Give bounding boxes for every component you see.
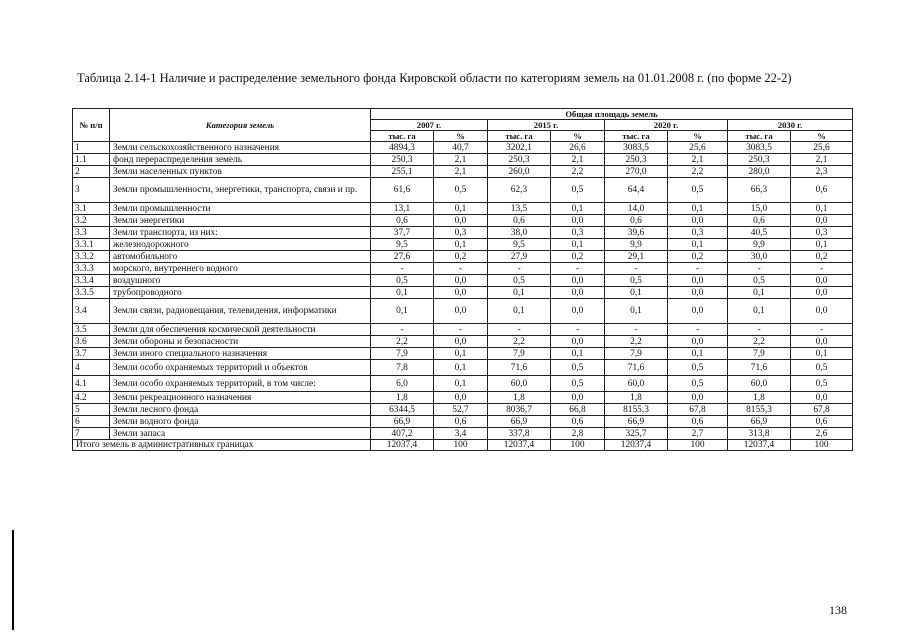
- table-cell: 0,5: [668, 178, 728, 203]
- table-cell: 2,6: [791, 428, 853, 440]
- table-cell: 0,1: [728, 287, 791, 299]
- table-cell: 2,1: [434, 154, 488, 166]
- row-code: 3.3: [73, 227, 110, 239]
- row-category: Земли рекреационного назначения: [110, 392, 371, 404]
- table-row: [73, 360, 853, 376]
- header-unit-pct: %: [551, 131, 605, 142]
- table-cell: 12037,4: [605, 440, 668, 451]
- table-cell: 52,7: [434, 404, 488, 416]
- table-cell: 2,2: [371, 336, 434, 348]
- table-cell: 0,6: [668, 416, 728, 428]
- table-cell: 0,2: [791, 251, 853, 263]
- table-cell: 0,0: [668, 299, 728, 324]
- table-cell: 250,3: [605, 154, 668, 166]
- table-cell: 2,2: [551, 166, 605, 178]
- table-cell: 0,5: [371, 275, 434, 287]
- header-unit-pct: %: [434, 131, 488, 142]
- margin-mark: [12, 530, 14, 630]
- table-cell: 0,5: [728, 275, 791, 287]
- row-category: Земли населенных пунктов: [110, 166, 371, 178]
- row-code: 3.4: [73, 299, 110, 324]
- table-cell: 280,0: [728, 166, 791, 178]
- table-cell: 2,3: [791, 166, 853, 178]
- table-cell: 0,1: [551, 348, 605, 360]
- row-code: 3.3.3: [73, 263, 110, 275]
- table-cell: 0,0: [551, 287, 605, 299]
- row-category: Земли запаса: [110, 428, 371, 440]
- table-cell: 71,6: [605, 360, 668, 376]
- table-cell: 66,9: [728, 416, 791, 428]
- table-row: [73, 287, 853, 299]
- table-cell: 100: [434, 440, 488, 451]
- table-cell: 12037,4: [371, 440, 434, 451]
- table-cell: 27,9: [488, 251, 551, 263]
- table-cell: 0,0: [791, 392, 853, 404]
- table-cell: 0,0: [434, 336, 488, 348]
- table-cell: 66,3: [728, 178, 791, 203]
- table-cell: 0,3: [551, 227, 605, 239]
- table-cell: 13,1: [371, 203, 434, 215]
- table-cell: 0,0: [551, 336, 605, 348]
- row-category: железнодорожного: [110, 239, 371, 251]
- row-code: 1.1: [73, 154, 110, 166]
- table-cell: -: [668, 324, 728, 336]
- table-cell: 37,7: [371, 227, 434, 239]
- table-row: [73, 263, 853, 275]
- table-row: [73, 203, 853, 215]
- table-cell: -: [668, 263, 728, 275]
- table-cell: 0,0: [668, 287, 728, 299]
- table-cell: 3,4: [434, 428, 488, 440]
- table-caption: Таблица 2.14-1 Наличие и распределение земельного фонда Кировской области по категориям земель на 01.01.2008 г. (по форме 22-2): [77, 71, 792, 85]
- table-cell: 27,6: [371, 251, 434, 263]
- row-category: Земли промышленности, энергетики, транспорта, связи и пр.: [110, 178, 371, 203]
- table-cell: 66,9: [371, 416, 434, 428]
- table-cell: 0,1: [434, 203, 488, 215]
- table-cell: -: [791, 324, 853, 336]
- table-cell: 0,5: [488, 275, 551, 287]
- table-cell: 2,2: [728, 336, 791, 348]
- table-cell: 0,6: [551, 416, 605, 428]
- table-cell: 6,0: [371, 376, 434, 392]
- table-cell: 0,1: [605, 287, 668, 299]
- table-cell: 7,9: [488, 348, 551, 360]
- table-cell: 12037,4: [488, 440, 551, 451]
- table-cell: 0,5: [605, 275, 668, 287]
- table-cell: 25,6: [791, 142, 853, 154]
- table-cell: 0,6: [791, 178, 853, 203]
- table-cell: 0,5: [551, 178, 605, 203]
- table-cell: 3083,5: [605, 142, 668, 154]
- table-cell: 7,9: [371, 348, 434, 360]
- table-cell: 0,6: [434, 416, 488, 428]
- table-cell: 0,0: [791, 336, 853, 348]
- table-cell: 0,6: [791, 416, 853, 428]
- row-code: 3.5: [73, 324, 110, 336]
- table-cell: 2,1: [791, 154, 853, 166]
- table-cell: 0,6: [728, 215, 791, 227]
- table-cell: -: [371, 324, 434, 336]
- table-cell: 62,3: [488, 178, 551, 203]
- table-cell: 1,8: [605, 392, 668, 404]
- table-cell: 100: [551, 440, 605, 451]
- table-cell: 407,2: [371, 428, 434, 440]
- table-row: [73, 227, 853, 239]
- table-cell: 0,6: [605, 215, 668, 227]
- table-cell: -: [434, 263, 488, 275]
- row-code: 3.3.4: [73, 275, 110, 287]
- table-cell: 0,1: [371, 299, 434, 324]
- row-code: 3.1: [73, 203, 110, 215]
- table-cell: 64,4: [605, 178, 668, 203]
- table-cell: 2,1: [668, 154, 728, 166]
- table-cell: 0,1: [434, 348, 488, 360]
- table-cell: 66,9: [605, 416, 668, 428]
- row-category: фонд перераспределения земель: [110, 154, 371, 166]
- table-cell: 71,6: [488, 360, 551, 376]
- table-cell: 0,2: [434, 251, 488, 263]
- table-cell: -: [605, 324, 668, 336]
- table-cell: 8036,7: [488, 404, 551, 416]
- table-cell: 1,8: [371, 392, 434, 404]
- table-cell: 7,9: [605, 348, 668, 360]
- table-cell: 0,1: [668, 203, 728, 215]
- table-cell: 9,5: [371, 239, 434, 251]
- row-code: 3.2: [73, 215, 110, 227]
- table-cell: 0,6: [488, 215, 551, 227]
- table-cell: 2,2: [668, 166, 728, 178]
- table-cell: -: [728, 263, 791, 275]
- table-cell: 100: [668, 440, 728, 451]
- table-cell: 0,1: [668, 239, 728, 251]
- table-cell: 0,1: [434, 376, 488, 392]
- table-row: [73, 404, 853, 416]
- table-cell: 60,0: [605, 376, 668, 392]
- row-code: 2: [73, 166, 110, 178]
- land-fund-table: [72, 108, 853, 451]
- header-unit-pct: %: [791, 131, 853, 142]
- table-cell: -: [551, 263, 605, 275]
- table-cell: 0,1: [434, 239, 488, 251]
- table-cell: 100: [791, 440, 853, 451]
- table-row: [73, 275, 853, 287]
- row-code: 3: [73, 178, 110, 203]
- table-cell: 313,8: [728, 428, 791, 440]
- row-code: 3.3.2: [73, 251, 110, 263]
- table-cell: -: [605, 263, 668, 275]
- table-cell: 8155,3: [728, 404, 791, 416]
- row-code: 1: [73, 142, 110, 154]
- table-row: [73, 239, 853, 251]
- table-cell: 0,0: [668, 336, 728, 348]
- table-cell: 250,3: [488, 154, 551, 166]
- table-cell: 0,5: [434, 178, 488, 203]
- row-code: 3.3.5: [73, 287, 110, 299]
- table-cell: 325,7: [605, 428, 668, 440]
- total-label: Итого земель в административных границах: [73, 440, 371, 451]
- table-cell: 0,1: [488, 299, 551, 324]
- row-category: Земли сельскохозяйственного назначения: [110, 142, 371, 154]
- table-cell: 6344,5: [371, 404, 434, 416]
- table-cell: 66,8: [551, 404, 605, 416]
- table-cell: 0,3: [434, 227, 488, 239]
- table-cell: 14,0: [605, 203, 668, 215]
- table-cell: 0,1: [371, 287, 434, 299]
- row-category: Земли связи, радиовещания, телевидения, информатики: [110, 299, 371, 324]
- table-cell: 60,0: [728, 376, 791, 392]
- table-cell: 12037,4: [728, 440, 791, 451]
- row-category: Земли обороны и безопасности: [110, 336, 371, 348]
- table-cell: 38,0: [488, 227, 551, 239]
- table-cell: 7,9: [728, 348, 791, 360]
- header-year: 2007 г.: [371, 120, 488, 131]
- table-cell: 9,9: [605, 239, 668, 251]
- table-cell: 2,1: [551, 154, 605, 166]
- table-row: [73, 416, 853, 428]
- table-row: [73, 348, 853, 360]
- table-cell: 4894,3: [371, 142, 434, 154]
- table-cell: 0,1: [551, 239, 605, 251]
- header-unit-area: тыс. га: [605, 131, 668, 142]
- row-code: 4.1: [73, 376, 110, 392]
- table-cell: 2,7: [668, 428, 728, 440]
- table-cell: 67,8: [791, 404, 853, 416]
- table-cell: 0,0: [668, 392, 728, 404]
- table-cell: 0,5: [551, 376, 605, 392]
- table-cell: 15,0: [728, 203, 791, 215]
- table-cell: 0,1: [791, 239, 853, 251]
- table-cell: 250,3: [371, 154, 434, 166]
- table-cell: 60,0: [488, 376, 551, 392]
- row-category: трубопроводного: [110, 287, 371, 299]
- row-code: 3.3.1: [73, 239, 110, 251]
- table-cell: -: [551, 324, 605, 336]
- table-cell: 337,8: [488, 428, 551, 440]
- row-code: 6: [73, 416, 110, 428]
- table-row: [73, 428, 853, 440]
- table-row: [73, 154, 853, 166]
- table-cell: 0,2: [551, 251, 605, 263]
- table-row: [73, 324, 853, 336]
- header-year: 2015 г.: [488, 120, 605, 131]
- table-cell: 67,8: [668, 404, 728, 416]
- table-row: [73, 299, 853, 324]
- row-code: 4: [73, 360, 110, 376]
- table-cell: 0,3: [791, 227, 853, 239]
- header-total-area: Общая площадь земель: [371, 109, 853, 120]
- table-cell: -: [791, 263, 853, 275]
- row-category: Земли лесного фонда: [110, 404, 371, 416]
- table-cell: 0,1: [791, 203, 853, 215]
- table-cell: 260,0: [488, 166, 551, 178]
- table-cell: 2,8: [551, 428, 605, 440]
- table-cell: 0,0: [434, 287, 488, 299]
- table-cell: 0,0: [434, 392, 488, 404]
- total-row: [73, 440, 853, 451]
- row-category: Земли особо охраняемых территорий, в том числе:: [110, 376, 371, 392]
- table-cell: 0,0: [551, 392, 605, 404]
- table-cell: 0,2: [668, 251, 728, 263]
- table-cell: 255,1: [371, 166, 434, 178]
- table-cell: 3202,1: [488, 142, 551, 154]
- row-category: морского, внутреннего водного: [110, 263, 371, 275]
- table-cell: 0,1: [551, 203, 605, 215]
- row-code: 3.7: [73, 348, 110, 360]
- table-cell: 0,1: [668, 348, 728, 360]
- table-cell: 0,0: [791, 299, 853, 324]
- table-cell: 8155,3: [605, 404, 668, 416]
- header-num: № п/п: [73, 109, 110, 142]
- table-cell: 0,3: [668, 227, 728, 239]
- table-row: [73, 251, 853, 263]
- table-cell: 0,1: [605, 299, 668, 324]
- table-cell: 1,8: [488, 392, 551, 404]
- header-unit-area: тыс. га: [488, 131, 551, 142]
- row-category: Земли энергетики: [110, 215, 371, 227]
- header-year: 2020 г.: [605, 120, 728, 131]
- table-cell: 0,5: [791, 360, 853, 376]
- table-cell: 29,1: [605, 251, 668, 263]
- table-cell: 2,2: [605, 336, 668, 348]
- table-cell: 3083,5: [728, 142, 791, 154]
- table-cell: 25,6: [668, 142, 728, 154]
- table-cell: -: [488, 324, 551, 336]
- table-cell: 0,0: [434, 299, 488, 324]
- row-category: автомобильного: [110, 251, 371, 263]
- table-cell: 270,0: [605, 166, 668, 178]
- table-cell: 0,1: [488, 287, 551, 299]
- table-cell: -: [371, 263, 434, 275]
- table-cell: 0,5: [668, 376, 728, 392]
- row-category: Земли для обеспечения космической деятельности: [110, 324, 371, 336]
- table-cell: 0,6: [371, 215, 434, 227]
- table-cell: 0,5: [551, 360, 605, 376]
- row-category: Земли промышленности: [110, 203, 371, 215]
- row-category: Земли водного фонда: [110, 416, 371, 428]
- table-cell: 13,5: [488, 203, 551, 215]
- table-cell: 39,6: [605, 227, 668, 239]
- table-cell: 0,0: [434, 275, 488, 287]
- table-cell: -: [488, 263, 551, 275]
- table-cell: 0,0: [551, 299, 605, 324]
- table-cell: -: [434, 324, 488, 336]
- table-cell: 30,0: [728, 251, 791, 263]
- table-cell: 2,2: [488, 336, 551, 348]
- header-category: Категория земель: [110, 109, 371, 142]
- table-cell: 40,5: [728, 227, 791, 239]
- table-cell: 7,8: [371, 360, 434, 376]
- table-row: [73, 376, 853, 392]
- table-cell: 0,0: [668, 275, 728, 287]
- table-cell: 71,6: [728, 360, 791, 376]
- table-row: [73, 166, 853, 178]
- table-cell: 0,0: [791, 215, 853, 227]
- table-row: [73, 142, 853, 154]
- table-row: [73, 215, 853, 227]
- table-cell: 0,0: [551, 215, 605, 227]
- table-row: [73, 178, 853, 203]
- table-cell: 0,1: [434, 360, 488, 376]
- table-cell: 26,6: [551, 142, 605, 154]
- table-body: [73, 142, 853, 440]
- table-cell: 0,0: [668, 215, 728, 227]
- row-code: 7: [73, 428, 110, 440]
- row-category: Земли особо охраняемых территорий и объектов: [110, 360, 371, 376]
- table-cell: 9,9: [728, 239, 791, 251]
- header-year: 2030 г.: [728, 120, 853, 131]
- page-number: 138: [829, 603, 847, 617]
- table-cell: 66,9: [488, 416, 551, 428]
- row-category: Земли транспорта, из них:: [110, 227, 371, 239]
- table-cell: 1,8: [728, 392, 791, 404]
- row-code: 5: [73, 404, 110, 416]
- table-cell: 40,7: [434, 142, 488, 154]
- table-cell: 0,1: [791, 348, 853, 360]
- table-cell: 0,5: [668, 360, 728, 376]
- table-row: [73, 392, 853, 404]
- table-row: [73, 336, 853, 348]
- row-category: воздушного: [110, 275, 371, 287]
- table-cell: 250,3: [728, 154, 791, 166]
- table-cell: -: [728, 324, 791, 336]
- table-cell: 61,6: [371, 178, 434, 203]
- table-cell: 2,1: [434, 166, 488, 178]
- row-code: 3.6: [73, 336, 110, 348]
- row-code: 4.2: [73, 392, 110, 404]
- table-cell: 0,1: [728, 299, 791, 324]
- table-cell: 9,5: [488, 239, 551, 251]
- row-category: Земли иного специального назначения: [110, 348, 371, 360]
- table-cell: 0,0: [791, 275, 853, 287]
- table-cell: 0,0: [791, 287, 853, 299]
- table-cell: 0,5: [791, 376, 853, 392]
- table-cell: 0,0: [434, 215, 488, 227]
- header-unit-area: тыс. га: [728, 131, 791, 142]
- header-unit-area: тыс. га: [371, 131, 434, 142]
- table-cell: 0,0: [551, 275, 605, 287]
- header-unit-pct: %: [668, 131, 728, 142]
